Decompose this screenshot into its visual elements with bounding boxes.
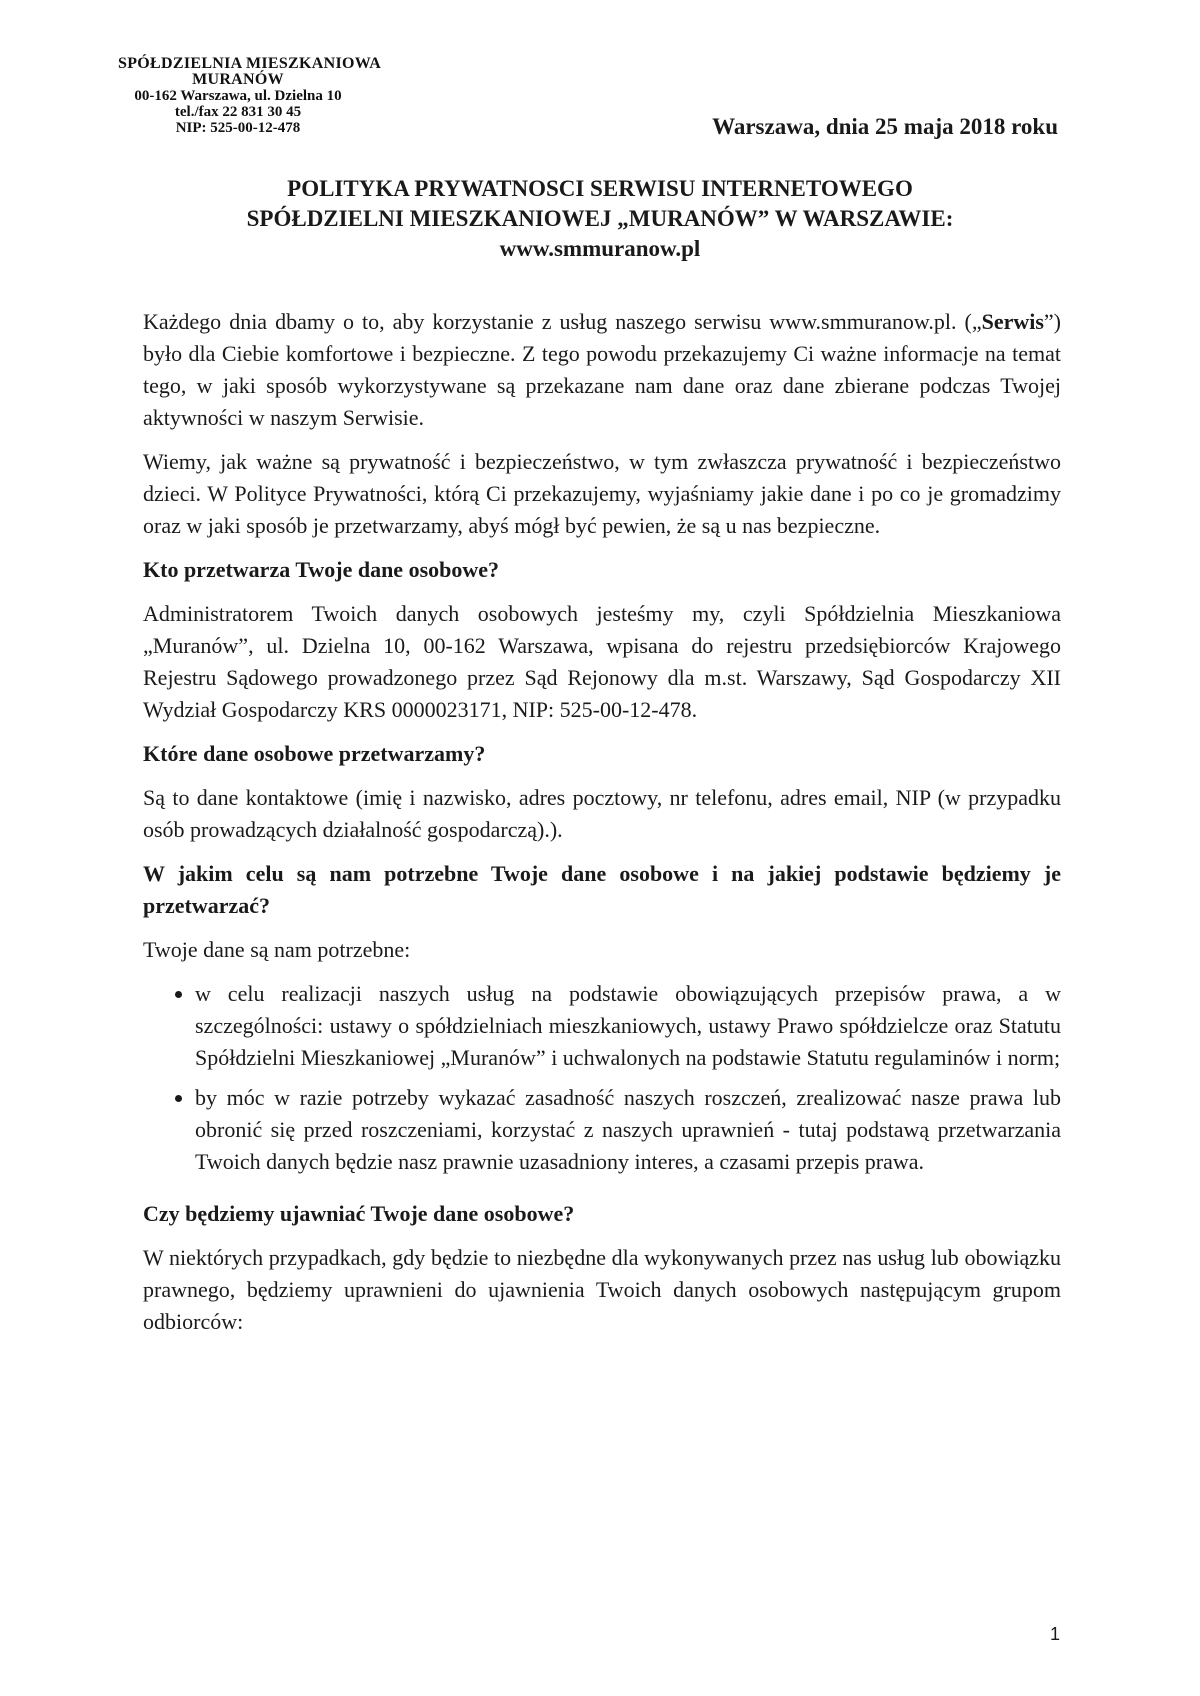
- intro-p1-end: ”) było dla Ciebie komfortowe i bezpieczne. Z tego powodu przekazujemy Ci ważne informacje na temat tego, w jaki sposób wykorzystywane są przekazane nam dane oraz dane zbierane podczas Twojej aktywności w naszym Serwisie.: [143, 309, 1061, 430]
- document-date: Warszawa, dnia 25 maja 2018 roku: [712, 114, 1058, 139]
- title-line-2: SPÓŁDZIELNI MIESZKANIOWEJ „MURANÓW” W WARSZAWIE:: [246, 206, 954, 231]
- intro-paragraph-1: [143, 306, 1061, 434]
- title-line-1: POLITYKA PRYWATNOSCI SERWISU INTERNETOWEGO: [287, 176, 913, 201]
- section-text-disclose: W niektórych przypadkach, gdy będzie to niezbędne dla wykonywanych przez nas usług lub obowiązku prawnego, będziemy uprawnieni do ujawnienia Twoich danych osobowych następującym grupom odbiorców:: [143, 1245, 1061, 1334]
- section-text-purpose: Twoje dane są nam potrzebne:: [143, 937, 411, 962]
- stamp-line-1: SPÓŁDZIELNIA MIESZKANIOWA: [118, 55, 382, 72]
- document-body: [143, 306, 1061, 1350]
- purpose-list: [143, 978, 1061, 1178]
- intro-p1-start: Każdego dnia dbamy o to, aby korzystanie z usług naszego serwisu www.smmuranow.pl. („: [143, 309, 982, 334]
- stamp-phone: tel./fax 22 831 30 45: [174, 104, 302, 120]
- intro-paragraph-2: Wiemy, jak ważne są prywatność i bezpieczeństwo, w tym zwłaszcza prywatność i bezpieczeństwo dzieci. W Polityce Prywatności, którą Ci przekazujemy, wyjaśniamy jakie dane i po co je gromadzimy oraz w jaki sposób je przetwarzamy, abyś mógł być pewien, że są u nas bezpieczne.: [143, 449, 1061, 538]
- stamp-address: 00-162 Warszawa, ul. Dzielna 10: [134, 88, 342, 104]
- list-item: • w celu realizacji naszych usług na podstawie obowiązujących przepisów prawa, a w szczególności: ustawy o spółdzielniach mieszkaniowych, ustawy Prawo spółdzielcze oraz Statutu Spółdzielni Mieszkaniowej „Muranów” i uchwalonych na podstawie Statutu regulaminów i norm;: [195, 978, 1061, 1074]
- document-title: [0, 174, 1200, 264]
- list-item: • by móc w razie potrzeby wykazać zasadność naszych roszczeń, zrealizować nasze prawa lub obronić się przed roszczeniami, korzystać z naszych uprawnień - tutaj podstawą przetwarzania Twoich danych będzie nasz prawnie uzasadniony interes, a czasami przepis prawa.: [195, 1082, 1061, 1178]
- stamp-line-2: MURANÓW: [192, 71, 284, 88]
- page-number: 1: [1049, 1624, 1060, 1644]
- title-url: www.smmuranow.pl: [499, 236, 701, 261]
- stamp-nip: NIP: 525-00-12-478: [175, 120, 301, 136]
- section-heading-purpose: W jakim celu są nam potrzebne Twoje dane osobowe i na jakiej podstawie będziemy je przetwarzać?: [143, 861, 1061, 918]
- section-text-who: Administratorem Twoich danych osobowych jesteśmy my, czyli Spółdzielnia Mieszkaniowa „Muranów”, ul. Dzielna 10, 00-162 Warszawa, wpisana do rejestru przedsiębiorców Krajowego Rejestru Sądowego prowadzonego przez Sąd Rejonowy dla m.st. Warszawy, Sąd Gospodarczy XII Wydział Gospodarczy KRS 0000023171, NIP: 525-00-12-478.: [143, 601, 1061, 722]
- section-heading-disclose: Czy będziemy ujawniać Twoje dane osobowe?: [143, 1201, 575, 1226]
- section-text-which: Są to dane kontaktowe (imię i nazwisko, adres pocztowy, nr telefonu, adres email, NIP (w przypadku osób prowadzących działalność gospodarczą).).: [143, 785, 1061, 842]
- cooperative-stamp: [118, 55, 382, 136]
- intro-p1-bold: Serwis: [981, 309, 1044, 334]
- section-heading-which: Które dane osobowe przetwarzamy?: [143, 741, 486, 766]
- section-heading-who: Kto przetwarza Twoje dane osobowe?: [143, 557, 500, 582]
